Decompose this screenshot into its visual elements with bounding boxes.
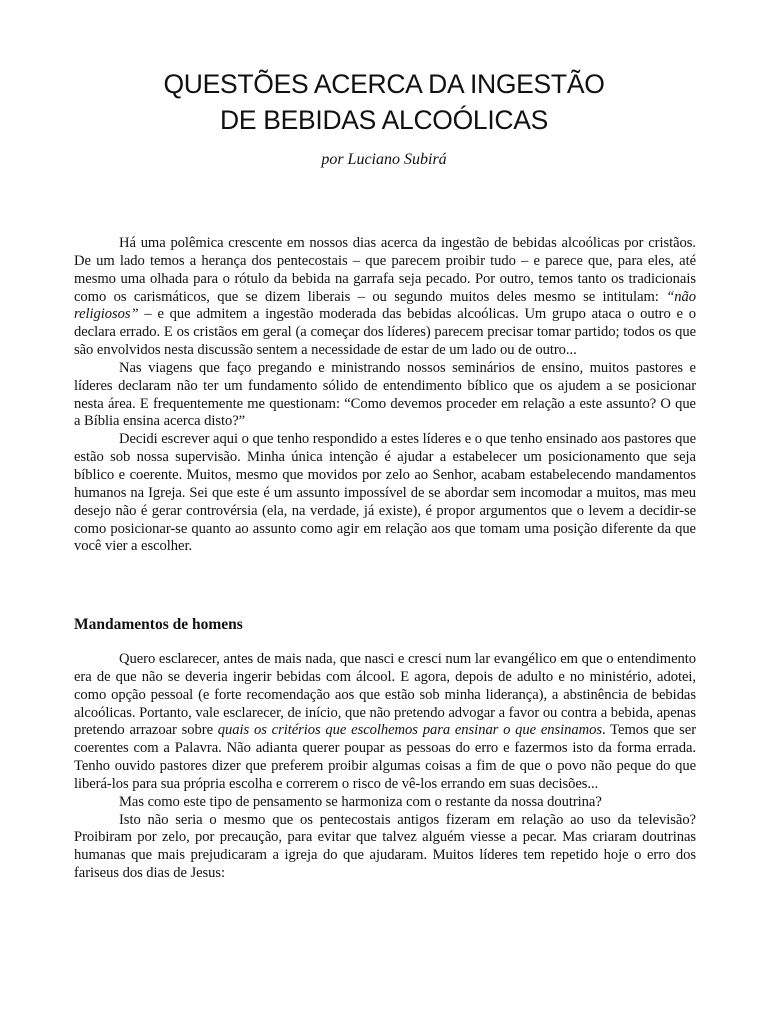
- section-p1-text-b: . Temos que ser coerentes com a Palavra. Não adianta querer poupar as pessoas do erro e fazermos isto da forma errada. Tenho ouvido pastores dizer que preferem proibir algumas coisas a fim de que o povo não peque do que liberá-los para sua própria escolha e correrem o risco de vê-los errando em suas decisões...: [74, 722, 697, 792]
- intro-paragraph-3: Decidi escrever aqui o que tenho respondido a estes líderes e o que tenho ensinado aos pastores que estão sob nossa supervisão. Minha única intenção é ajudar a estabelecer um posicionamento que seja bíblico e coerente. Muitos, mesmo que movidos por zelo ao Senhor, acabam estabelecendo mandamentos humanos na Igreja. Sei que este é um assunto impossível de se abordar sem incomodar a muitos, mas meu desejo não é gerar controvérsia (ela, na verdade, já existe), é propor argumentos que o levem a decidir-se como posicionar-se quanto ao assunto como agir em relação aos que tomam uma posição diferente da que você vier a escolher.: [74, 431, 696, 555]
- intro-paragraph-1: [74, 235, 696, 360]
- author-byline: por Luciano Subirá: [321, 151, 447, 168]
- intro-p1-text-b: – e que admitem a ingestão moderada das bebidas alcoólicas. Um grupo ataca o outro e o declara errado. E os cristãos em geral (a começar dos líderes) parecem precisar tomar partido; todos os que são envolvidos nesta discussão sentem a necessidade de estar de um lado ou de outro...: [74, 306, 696, 359]
- intro-p1-quote: “não religiosos”: [74, 288, 696, 323]
- section-heading: Mandamentos de homens: [74, 616, 243, 633]
- intro-section: [74, 235, 696, 556]
- section-paragraph-3: Isto não seria o mesmo que os pentecostais antigos fizeram em relação ao uso da televisão? Proibiram por zelo, por precaução, para evitar que talvez alguém viesse a pecar. Mas criaram doutrinas humanas que mais prejudicaram a igreja do que ajudaram. Muitos líderes tem repetido hoje o erro dos fariseus dos dias de Jesus:: [74, 811, 696, 882]
- intro-p1-text-a: Há uma polêmica crescente em nossos dias acerca da ingestão de bebidas alcoólicas por cristãos. De um lado temos a herança dos pentecostais – que parecem proibir tudo – e parece que, para eles, até mesmo uma olhada para o rótulo da bebida na garrafa seja pecado. Por outro, temos tanto os tradicionais como os carismáticos, que se dizem liberais – ou segundo muitos deles mesmo se intitulam:: [74, 235, 696, 305]
- section-paragraph-2: Mas como este tipo de pensamento se harmoniza com o restante da nossa doutrina?: [119, 793, 602, 810]
- mandamentos-section: [74, 651, 696, 883]
- intro-paragraph-2: Nas viagens que faço pregando e ministrando nossos seminários de ensino, muitos pastores e líderes declaram não ter um fundamento sólido de entendimento bíblico que os ajudem a se posicionar nesta área. E frequentemente me questionam: “Como devemos proceder em relação a este assunto? O que a Bíblia ensina acerca disto?”: [74, 359, 696, 430]
- document-title-line-2: DE BEBIDAS ALCOÓLICAS: [219, 105, 549, 135]
- section-p1-emphasis: quais os critérios que escolhemos para ensinar o que ensinamos: [217, 722, 603, 739]
- document-title-line-1: QUESTÕES ACERCA DA INGESTÃO: [163, 69, 605, 99]
- section-p1-text-a: Quero esclarecer, antes de mais nada, que nasci e cresci num lar evangélico em que o entendimento era de que não se deveria ingerir bebidas com álcool. E agora, depois de adulto e no ministério, adotei, como opção pessoal (e forte recomendação aos que estão sob minha liderança), a abstinência de bebidas alcoólicas. Portanto, vale esclarecer, de início, que não pretendo advogar a favor ou contra a bebida, apenas pretendo arrazoar sobre: [74, 651, 696, 739]
- section-paragraph-1: [74, 651, 696, 794]
